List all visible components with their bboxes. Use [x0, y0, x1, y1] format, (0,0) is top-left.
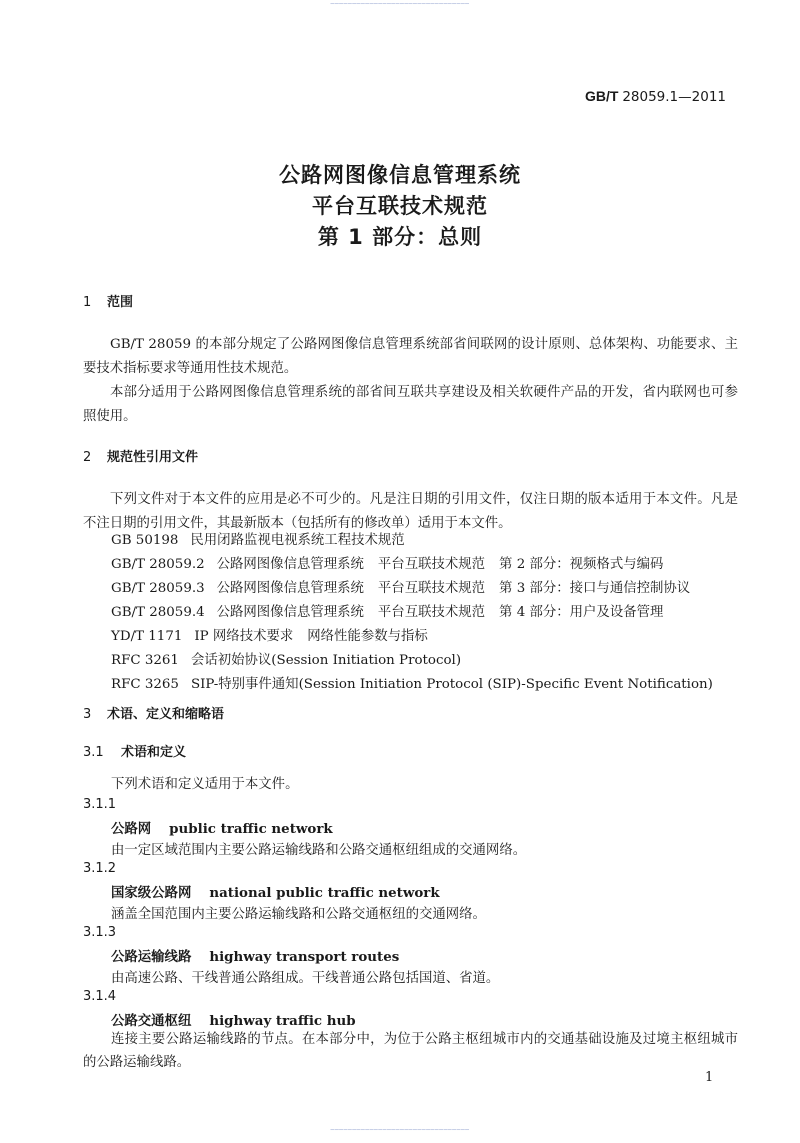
reference-title: SIP-特别事件通知(Session Initiation Protocol (SIP)-Specific Event Notification): [190, 677, 713, 692]
title-line-2: 平台互联技术规范: [312, 194, 488, 218]
subsection-title: 术语和定义: [121, 745, 187, 760]
section-2-heading: [83, 446, 198, 465]
section-title: 范围: [107, 295, 134, 310]
term-english: highway transport routes: [209, 949, 400, 965]
reference-subtitle: 平台互联技术规范: [377, 605, 486, 620]
reference-title: IP 网络技术要求: [194, 629, 294, 644]
reference-code: GB/T 28059.4: [111, 605, 205, 620]
section-1-paragraph-1: GB/T 28059 的本部分规定了公路网图像信息管理系统部省间联网的设计原则、总体架构、功能要求、主要技术指标要求等通用性技术规范。: [83, 337, 738, 376]
reference-subtitle: 网络性能参数与指标: [307, 629, 428, 644]
term-number: 3.1.4: [83, 989, 117, 1004]
reference-item: [111, 601, 663, 620]
term-definition: 由一定区域范围内主要公路运输线路和公路交通枢纽组成的交通网络。: [111, 843, 527, 858]
reference-item: [111, 673, 713, 692]
section-title: 术语、定义和缩略语: [107, 707, 225, 722]
reference-part: 第 2 部分：视频格式与编码: [499, 557, 664, 572]
term-english: public traffic network: [169, 821, 333, 837]
reference-item: [111, 529, 405, 548]
term-entry: [111, 1010, 356, 1029]
section-number: 1: [83, 295, 92, 310]
reference-part: 第 4 部分：用户及设备管理: [499, 605, 664, 620]
reference-code: GB/T 28059.3: [111, 581, 205, 596]
reference-code: GB 50198: [111, 533, 179, 548]
reference-subtitle: 平台互联技术规范: [377, 557, 486, 572]
reference-code: YD/T 1171: [111, 629, 183, 644]
term-definition: 连接主要公路运输线路的节点。在本部分中，为位于公路主枢纽城市内的交通基础设施及过境主枢纽城市的公路运输线路。: [83, 1032, 738, 1070]
section-1-heading: [83, 291, 133, 310]
term-chinese: 公路网: [111, 822, 152, 837]
section-3-1-heading: [83, 741, 186, 760]
term-entry: [111, 946, 399, 965]
section-3-1-intro: 下列术语和定义适用于本文件。: [111, 777, 299, 792]
bottom-watermark-strip: ▔▔▔▔▔▔▔▔▔▔▔▔▔▔▔▔▔▔▔▔▔▔▔▔▔▔▔▔▔▔▔▔: [330, 1130, 470, 1136]
title-line-1: 公路网图像信息管理系统: [279, 163, 521, 187]
reference-title: 公路网图像信息管理系统: [216, 557, 364, 572]
reference-title: 民用闭路监视电视系统工程技术规范: [190, 533, 405, 548]
section-number: 3: [83, 707, 92, 722]
reference-title: 公路网图像信息管理系统: [216, 581, 364, 596]
reference-item: [111, 625, 428, 644]
reference-subtitle: 平台互联技术规范: [377, 581, 486, 596]
term-entry: [111, 818, 333, 837]
reference-item: [111, 553, 663, 572]
section-1-paragraph-2: 本部分适用于公路网图像信息管理系统的部省间互联共享建设及相关软硬件产品的开发，省内联网也可参照使用。: [83, 385, 738, 424]
subsection-number: 3.1: [83, 745, 104, 760]
title-line-3: 第 1 部分：总则: [317, 225, 483, 249]
term-chinese: 公路交通枢纽: [111, 1014, 192, 1029]
reference-code: GB/T 28059.2: [111, 557, 205, 572]
document-title: [0, 160, 800, 253]
term-chinese: 国家级公路网: [111, 886, 192, 901]
reference-title: 会话初始协议(Session Initiation Protocol): [190, 653, 462, 668]
reference-code: RFC 3265: [111, 677, 179, 692]
top-watermark-strip: ▔▔▔▔▔▔▔▔▔▔▔▔▔▔▔▔▔▔▔▔▔▔▔▔▔▔▔▔▔▔▔▔: [330, 4, 470, 10]
page-number: 1: [705, 1070, 714, 1085]
term-english: national public traffic network: [209, 885, 440, 901]
term-entry: [111, 882, 440, 901]
section-2-intro: 下列文件对于本文件的应用是必不可少的。凡是注日期的引用文件，仅注日期的版本适用于本文件。凡是不注日期的引用文件，其最新版本（包括所有的修改单）适用于本文件。: [83, 492, 738, 531]
reference-item: [111, 577, 690, 596]
standard-code: 28059.1—2011: [622, 89, 726, 105]
term-chinese: 公路运输线路: [111, 950, 192, 965]
reference-item: [111, 649, 461, 668]
section-3-heading: [83, 703, 224, 722]
term-definition: 涵盖全国范围内主要公路运输线路和公路交通枢纽的交通网络。: [111, 907, 486, 922]
section-number: 2: [83, 450, 92, 465]
standard-prefix: GB/T: [584, 88, 619, 104]
reference-part: 第 3 部分：接口与通信控制协议: [499, 581, 691, 596]
standard-number: [585, 88, 726, 105]
reference-title: 公路网图像信息管理系统: [216, 605, 364, 620]
term-english: highway traffic hub: [209, 1013, 356, 1029]
reference-code: RFC 3261: [111, 653, 179, 668]
term-definition: 由高速公路、干线普通公路组成。干线普通公路包括国道、省道。: [111, 971, 500, 986]
term-number: 3.1.1: [83, 797, 117, 812]
section-title: 规范性引用文件: [107, 450, 199, 465]
term-number: 3.1.3: [83, 925, 117, 940]
term-number: 3.1.2: [83, 861, 117, 876]
